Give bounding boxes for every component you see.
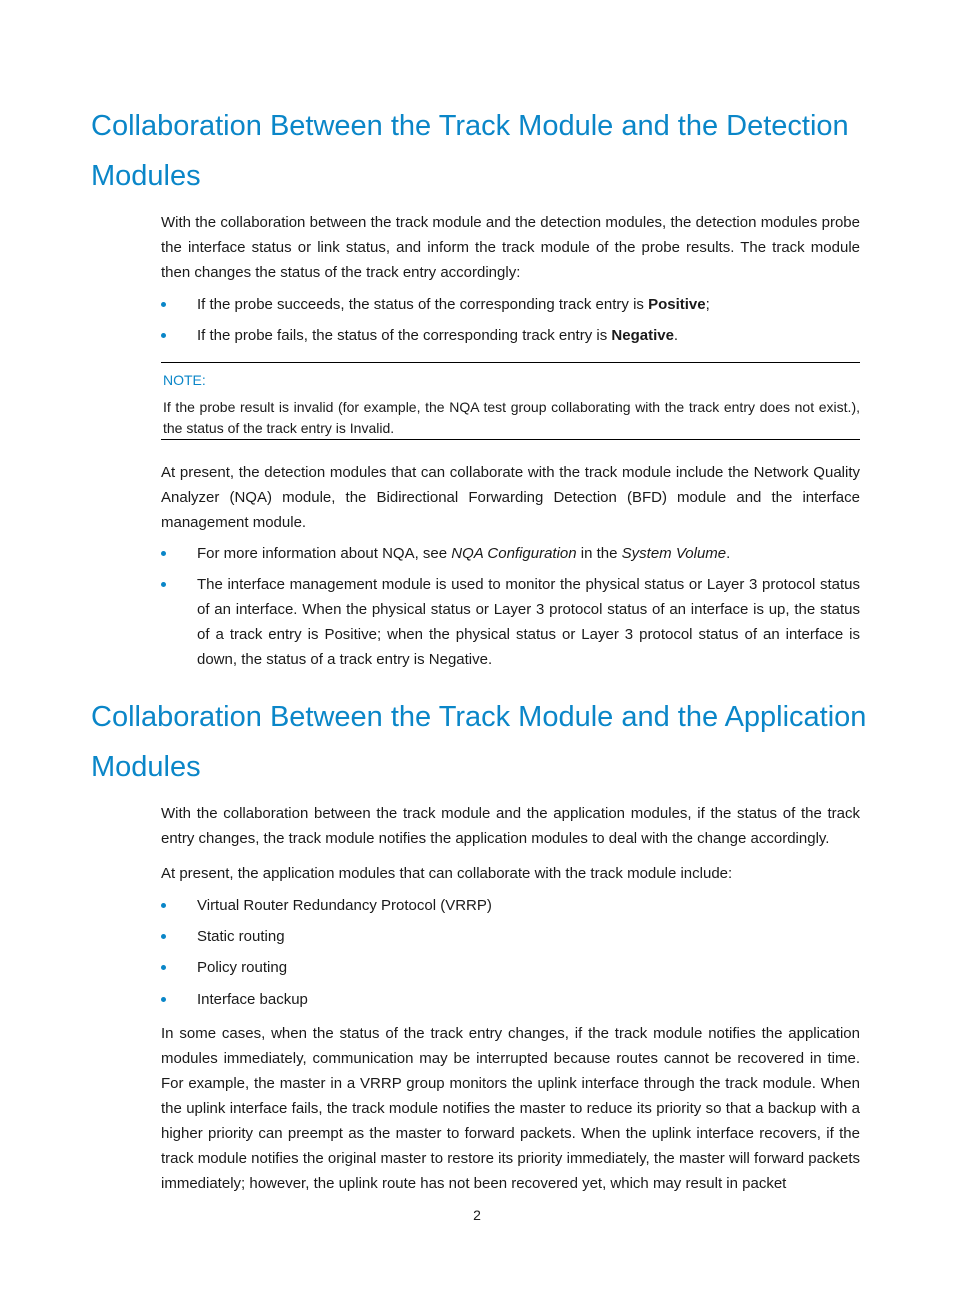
bullet-icon: [161, 582, 166, 587]
bullet-icon: [161, 551, 166, 556]
bullet-icon: [161, 903, 166, 908]
note-punct: .: [390, 420, 395, 436]
list-item: [161, 893, 860, 918]
volume-reference: System Volume: [621, 545, 727, 562]
status-negative: Negative: [611, 327, 674, 344]
list-item: [161, 987, 860, 1012]
section-heading-application: [91, 692, 871, 792]
doc-reference: NQA Configuration: [451, 545, 577, 562]
bullet-icon: [161, 302, 166, 307]
note-top-divider: [161, 362, 860, 363]
section-heading-detection: [91, 101, 871, 201]
list-item: [161, 955, 860, 980]
list-item: [161, 541, 860, 566]
bullet-icon: [161, 965, 166, 970]
bullet-text: If the probe fails, the status of the corresponding track entry is: [197, 327, 612, 344]
heading-line-1: Collaboration Between the Track Module and the Detection: [91, 110, 849, 142]
list-item: [161, 292, 860, 317]
list-item: [161, 323, 860, 348]
section2-intro: With the collaboration between the track module and the application modules, if the status of the track entry changes, the track module notifies the application modules to deal with the change accordingly.: [161, 805, 860, 847]
bullet-icon: [161, 333, 166, 338]
section2-para3: In some cases, when the status of the track entry changes, if the track module notifies the application modules immediately, communication may be interrupted because routes cannot be recovered in time. For example, the master in a VRRP group monitors the uplink interface through the track module. When the uplink interface fails, the track module notifies the master to reduce its priority so that a backup with a higher priority can preempt as the master to forward packets. When the uplink interface recovers, if the track module notifies the original master to restore its priority immediately, the master will forward packets immediately; however, the uplink route has not been recovered yet, which may result in packet: [161, 1025, 860, 1192]
bullet-icon: [161, 934, 166, 939]
bullet-text: For more information about NQA, see: [197, 545, 452, 562]
bullet-text: in the: [576, 545, 622, 562]
bullet-text: Static routing: [197, 928, 285, 945]
status-invalid: Invalid: [349, 420, 391, 436]
note-text-body: If the probe result is invalid (for example, the NQA test group collaborating with the track entry does not exist.), the status of the track entry is: [163, 399, 860, 436]
section2-para2: At present, the application modules that can collaborate with the track module include:: [161, 865, 733, 882]
bullet-text: Virtual Router Redundancy Protocol (VRRP): [197, 897, 492, 914]
note-text: [163, 397, 860, 439]
section1-intro: With the collaboration between the track module and the detection modules, the detection modules probe the interface status or link status, and inform the track module of the probe results. The track module then changes the status of the track entry accordingly:: [161, 214, 860, 281]
bullet-text: Interface backup: [197, 991, 308, 1008]
bullet-punct: ;: [705, 296, 710, 313]
note-bottom-divider: [161, 439, 860, 440]
bullet-text: Policy routing: [197, 959, 288, 976]
bullet-punct: .: [726, 545, 731, 562]
heading-line-2: Modules: [91, 160, 201, 192]
bullet-icon: [161, 997, 166, 1002]
bullet-text: If the probe succeeds, the status of the corresponding track entry is: [197, 296, 649, 313]
list-item: [161, 924, 860, 949]
section1-para2: At present, the detection modules that can collaborate with the track module include the Network Quality Analyzer (NQA) module, the Bidirectional Forwarding Detection (BFD) module and the interface management module.: [161, 464, 860, 531]
heading-line-2: Modules: [91, 751, 201, 783]
heading-line-1: Collaboration Between the Track Module and the Application: [91, 701, 867, 733]
list-item: [161, 572, 860, 672]
bullet-text: The interface management module is used to monitor the physical status or Layer 3 protocol status of an interface. When the physical status or Layer 3 protocol status of an interface is up, the status of a track entry is Positive; when the physical status or Layer 3 protocol status of an interface is down, the status of a track entry is Negative.: [197, 576, 860, 668]
status-positive: Positive: [648, 296, 706, 313]
page-number: 2: [473, 1207, 481, 1223]
bullet-punct: .: [673, 327, 679, 344]
note-label: NOTE:: [163, 372, 206, 388]
